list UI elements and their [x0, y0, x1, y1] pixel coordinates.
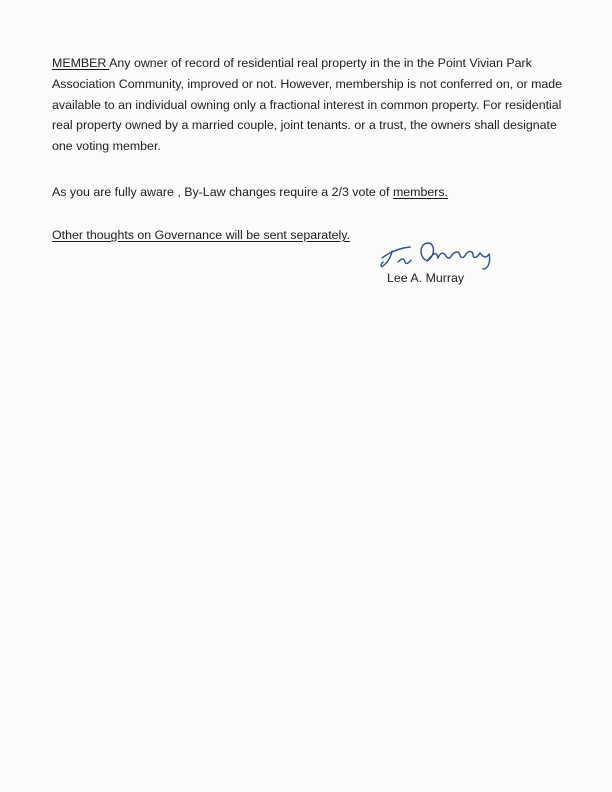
bylaw-note-paragraph	[52, 182, 572, 203]
member-definition-text: Any owner of record of residential real property in the in the Point Vivian Park Association Community, improved or not. However, membership is not conferred on, or made available to an individual owning only a fractional interest in common property. For residential real property owned by a married couple, joint tenants. or a trust, the owners shall designate one voting member.	[52, 56, 563, 154]
printed-signatory-name: Lee A. Murray	[387, 271, 465, 285]
member-definition-paragraph	[52, 53, 572, 157]
member-term: MEMBER	[52, 56, 110, 70]
closing-note-text: Other thoughts on Governance will be sent separately.	[52, 228, 351, 242]
handwritten-signature	[378, 238, 502, 272]
members-emphasis: members.	[392, 185, 449, 199]
bylaw-note-text: As you are fully aware , By-Law changes require a 2/3 vote of	[52, 185, 393, 199]
